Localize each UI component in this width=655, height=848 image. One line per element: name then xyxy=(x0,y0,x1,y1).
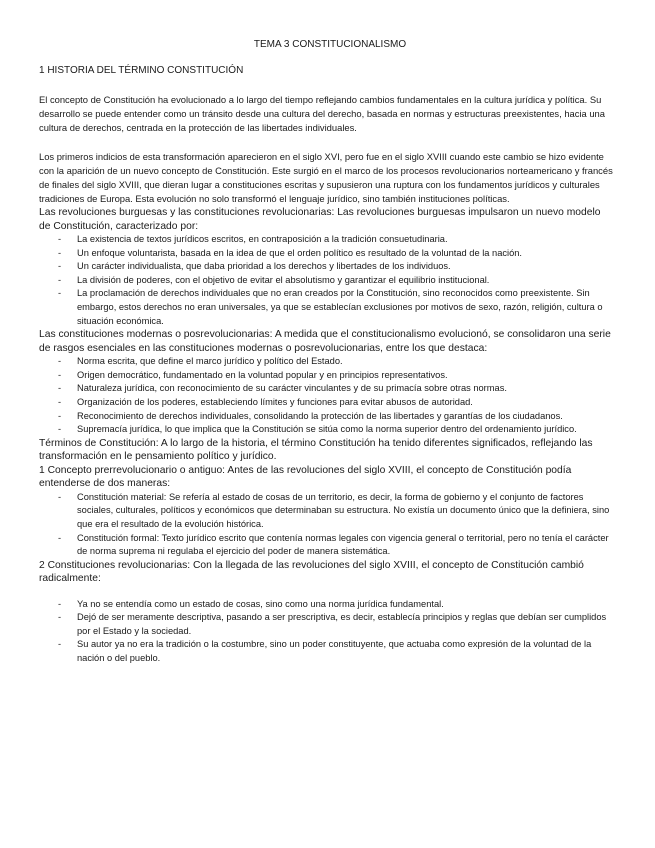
revolutionary-constitutions-list xyxy=(39,598,613,666)
paragraph-intro: El concepto de Constitución ha evolucionado a lo largo del tiempo reflejando cambios fundamentales en la cultura jurídica y política. Su desarrollo se puede entender como un tránsito desde una cultura del derecho, basada en normas y estructuras preexistentes, hacia una cultura de derechos, centrada en la protección de las libertades individuales. xyxy=(39,94,605,133)
list-item: - Norma escrita, que define el marco jurídico y político del Estado. xyxy=(39,355,613,369)
list-item: - Organización de los poderes, estableciendo límites y funciones para evitar abusos de autoridad. xyxy=(39,396,613,410)
prerevolutionary-concept-list xyxy=(39,491,613,559)
list-item: - Un enfoque voluntarista, basada en la idea de que el orden político es resultado de la voluntad de la nación. xyxy=(39,247,613,261)
list-item: - Constitución formal: Texto jurídico escrito que contenía normas legales con vigencia general o territorial, pero no tenía el carácter de norma suprema ni regulaba el ejercicio del poder de manera sistemática. xyxy=(39,532,613,559)
document-title: TEMA 3 CONSTITUCIONALISMO xyxy=(253,39,407,50)
list-item: - La proclamación de derechos individuales que no eran creados por la Constitución, sino reconocidos como preexistente. Sin embargo, estos derechos no eran universales, ya que se establecían exclusiones por motivos de sexo, razón, religión, cultura o situación económica. xyxy=(39,287,613,328)
constitution-terms-lead: Términos de Constitución: A lo largo de la historia, el término Constitución ha tenido diferentes significados, reflejando las transformación en le pensamiento político y jurídico. xyxy=(39,437,593,463)
revolutionary-constitutions-lead: 2 Constituciones revolucionarias: Con la llegada de las revoluciones del siglo XVIII, el concepto de Constitución cambió radicalmente: xyxy=(39,559,584,585)
list-item: - Su autor ya no era la tradición o la costumbre, sino un poder constituyente, que actuaba como expresión de la voluntad de la nación o del pueblo. xyxy=(39,638,613,665)
list-item: - La división de poderes, con el objetivo de evitar el absolutismo y garantizar el equilibrio institucional. xyxy=(39,274,613,288)
modern-constitutions-lead: Las constituciones modernas o posrevolucionarias: A medida que el constitucionalismo evolucionó, se consolidaron una serie de rasgos esenciales en las constituciones modernas o posrevolucionarias, entre los que destaca: xyxy=(39,329,611,354)
list-item: - Dejó de ser meramente descriptiva, pasando a ser prescriptiva, es decir, establecía principios y reglas que debían ser cumplidos por el Estado y la sociedad. xyxy=(39,611,613,638)
modern-traits-list xyxy=(39,355,613,437)
bourgeois-revolutions-lead: Las revoluciones burguesas y las constituciones revolucionarias: Las revoluciones burguesas impulsaron un nuevo modelo de Constitución, caracterizado por: xyxy=(39,207,601,232)
list-item: - Origen democrático, fundamentado en la voluntad popular y en principios representativos. xyxy=(39,369,613,383)
list-item: - La existencia de textos jurídicos escritos, en contraposición a la tradición consuetudinaria. xyxy=(39,233,613,247)
list-item: - Ya no se entendía como un estado de cosas, sino como una norma jurídica fundamental. xyxy=(39,598,613,612)
list-item: - Un carácter individualista, que daba prioridad a los derechos y libertades de los individuos. xyxy=(39,260,613,274)
section-heading-history: 1 HISTORIA DEL TÉRMINO CONSTITUCIÓN xyxy=(39,65,244,76)
bourgeois-characteristics-list xyxy=(39,233,613,328)
list-item: - Reconocimiento de derechos individuales, consolidando la protección de las libertades y garantías de los ciudadanos. xyxy=(39,410,613,424)
prerevolutionary-concept-lead: 1 Concepto prerrevolucionario o antiguo: Antes de las revoluciones del siglo XVIII, el concepto de Constitución podía entenderse de dos maneras: xyxy=(39,464,572,490)
paragraph-origins: Los primeros indicios de esta transformación aparecieron en el siglo XVI, pero fue en el siglo XVIII cuando este cambio se hizo evidente con la aparición de un nuevo concepto de Constitución. Este surgió en el marco de los procesos revolucionarios norteamericano y francés de finales del siglo XVIII, que dieran lugar a constituciones escritas y supusieron una ruptura con los fundamentos jurídicos y culturales tradiciones de Europa. Esta evolución no solo transformó el lenguaje jurídico, sino también instituciones políticas. xyxy=(39,151,613,204)
list-item: - Naturaleza jurídica, con reconocimiento de su carácter vinculantes y de su primacía sobre otras normas. xyxy=(39,382,613,396)
list-item: - Constitución material: Se refería al estado de cosas de un territorio, es decir, la forma de gobierno y el conjunto de factores sociales, culturales, políticos y económicos que determinaban su estructura. No existía un documento único que la definiera, sino que era el resultado de la evolución histórica. xyxy=(39,491,613,532)
list-item: - Supremacía jurídica, lo que implica que la Constitución se sitúa como la norma superior dentro del ordenamiento jurídico. xyxy=(39,423,613,437)
